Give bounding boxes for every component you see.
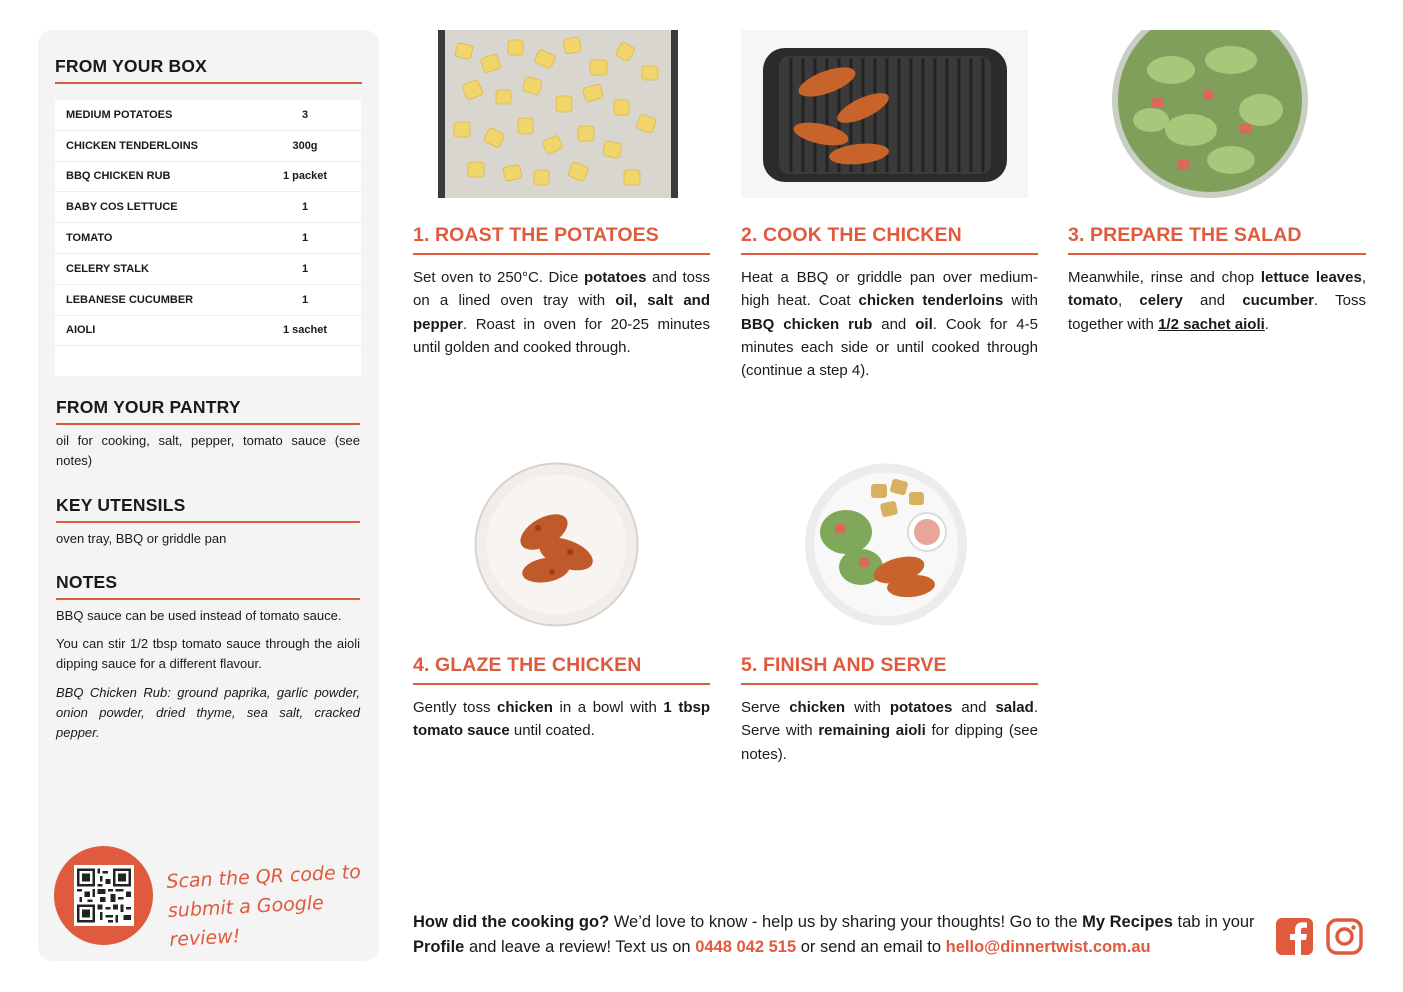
bold-text: Profile	[413, 938, 465, 956]
notes-title: NOTES	[56, 572, 118, 592]
bold-text: remaining aioli	[818, 722, 926, 740]
bold-text: chicken tenderloins	[858, 292, 1004, 310]
divider	[55, 82, 362, 84]
underlined-text: 1/2 sachet aioli	[1158, 315, 1265, 333]
divider	[741, 683, 1038, 685]
ingredient-qty: 1 packet	[282, 170, 328, 183]
ingredient-name: TOMATO	[66, 232, 113, 245]
ingredient-qty: 1 sachet	[282, 324, 328, 337]
utensils-title: KEY UTENSILS	[56, 495, 186, 515]
bold-text: lettuce leaves	[1260, 269, 1362, 286]
divider	[56, 423, 360, 425]
ingredient-qty: 1	[301, 201, 309, 214]
ingredient-name: AIOLI	[66, 324, 96, 337]
facebook-icon[interactable]	[1276, 918, 1313, 955]
bold-text: chicken	[497, 699, 553, 716]
table-row	[55, 223, 361, 254]
qr-badge	[54, 846, 153, 945]
qr-caption-line: Scan the QR code to	[165, 860, 362, 894]
qr-caption-line: submit a Google review!	[167, 891, 325, 951]
note-item: You can stir 1/2 tbsp tomato sauce through the aioli dipping sauce for a different flavour.	[56, 636, 360, 671]
ingredient-name: CHICKEN TENDERLOINS	[66, 139, 199, 152]
step-3-title: 3. PREPARE THE SALAD	[1068, 224, 1302, 246]
step-3-image	[1111, 30, 1309, 198]
table-row	[55, 131, 361, 162]
step-5-text: Serve chicken with potatoes and salad. Serve with remaining aioli for dipping (see notes).	[741, 699, 1038, 763]
bold-text: oil, salt and pepper	[413, 292, 710, 333]
bold-text: potatoes	[889, 699, 953, 716]
qr-code-icon[interactable]	[74, 865, 134, 926]
bold-text: 1 tbsp tomato sauce	[413, 699, 710, 740]
table-row	[55, 100, 361, 131]
ingredient-name: MEDIUM POTATOES	[66, 108, 173, 121]
contact-link[interactable]: 0448 042 515	[695, 938, 797, 956]
step-5-image	[801, 462, 971, 627]
ingredient-name: BBQ CHICKEN RUB	[66, 170, 171, 183]
divider	[56, 521, 360, 523]
table-row	[55, 162, 361, 193]
bold-text: tomato	[1068, 292, 1118, 310]
table-row	[55, 285, 361, 316]
bold-text: How did the cooking go?	[413, 913, 610, 931]
step-2-title: 2. COOK THE CHICKEN	[741, 224, 962, 246]
qr-caption	[166, 858, 370, 955]
bold-text: potatoes	[583, 269, 647, 286]
ingredient-qty: 1	[301, 293, 309, 306]
step-1-text: Set oven to 250°C. Dice potatoes and toss on a lined oven tray with oil, salt and pepper. Roast in oven for 20-25 minutes until golden and cooked through.	[413, 269, 710, 356]
step-4-image	[474, 462, 639, 627]
ingredient-name: BABY COS LETTUCE	[66, 201, 178, 214]
step-5-title: 5. FINISH AND SERVE	[741, 654, 947, 676]
bold-text: chicken	[789, 699, 846, 716]
ingredient-name: CELERY STALK	[66, 262, 149, 275]
bold-text: celery	[1139, 292, 1183, 310]
step-1-image	[438, 30, 678, 198]
divider	[413, 253, 710, 255]
step-4-title: 4. GLAZE THE CHICKEN	[413, 654, 642, 676]
note-item: BBQ sauce can be used instead of tomato sauce.	[56, 608, 342, 623]
pantry-text: oil for cooking, salt, pepper, tomato sauce (see notes)	[56, 433, 360, 468]
divider	[413, 683, 710, 685]
bold-text: My Recipes	[1082, 913, 1173, 931]
from-your-box-title: FROM YOUR BOX	[55, 56, 208, 76]
feedback-text: How did the cooking go? We’d love to know - help us by sharing your thoughts! Go to the My Recipes tab in your Profile and leave a review! Text us on 0448 042 515 or send an email to hello@dinnertwist.com.au	[413, 913, 1255, 956]
step-2-image	[741, 30, 1028, 198]
bold-text: BBQ chicken rub	[741, 315, 873, 333]
ingredient-qty: 3	[301, 108, 309, 121]
bold-text: oil	[915, 315, 933, 333]
bold-text: cucumber	[1242, 292, 1315, 310]
note-item: BBQ Chicken Rub: ground paprika, garlic powder, onion powder, dried thyme, sea salt, cracked pepper.	[56, 685, 360, 740]
pantry-title: FROM YOUR PANTRY	[56, 397, 241, 417]
divider	[741, 253, 1038, 255]
bold-text: salad	[995, 699, 1034, 716]
table-row	[55, 192, 361, 223]
ingredients-sidebar	[38, 30, 379, 961]
step-4-text: Gently toss chicken in a bowl with 1 tbsp tomato sauce until coated.	[413, 699, 710, 740]
step-3-text: Meanwhile, rinse and chop lettuce leaves, tomato, celery and cucumber. Toss together with 1/2 sachet aioli.	[1068, 269, 1366, 333]
divider	[56, 598, 360, 600]
step-2-text: Heat a BBQ or griddle pan over medium-high heat. Coat chicken tenderloins with BBQ chicken rub and oil. Cook for 4-5 minutes each side or until cooked through (continue a step 4).	[741, 269, 1038, 380]
instagram-icon[interactable]	[1326, 918, 1363, 955]
table-row	[55, 316, 361, 347]
ingredient-qty: 300g	[292, 139, 318, 152]
ingredient-qty: 1	[301, 232, 309, 245]
utensils-text: oven tray, BBQ or griddle pan	[56, 531, 227, 546]
ingredient-qty: 1	[301, 262, 309, 275]
divider	[1068, 253, 1366, 255]
ingredient-name: LEBANESE CUCUMBER	[66, 293, 194, 306]
contact-link[interactable]: hello@dinnertwist.com.au	[945, 938, 1151, 956]
step-1-title: 1. ROAST THE POTATOES	[413, 224, 659, 246]
ingredient-table	[55, 100, 361, 376]
table-row	[55, 254, 361, 285]
